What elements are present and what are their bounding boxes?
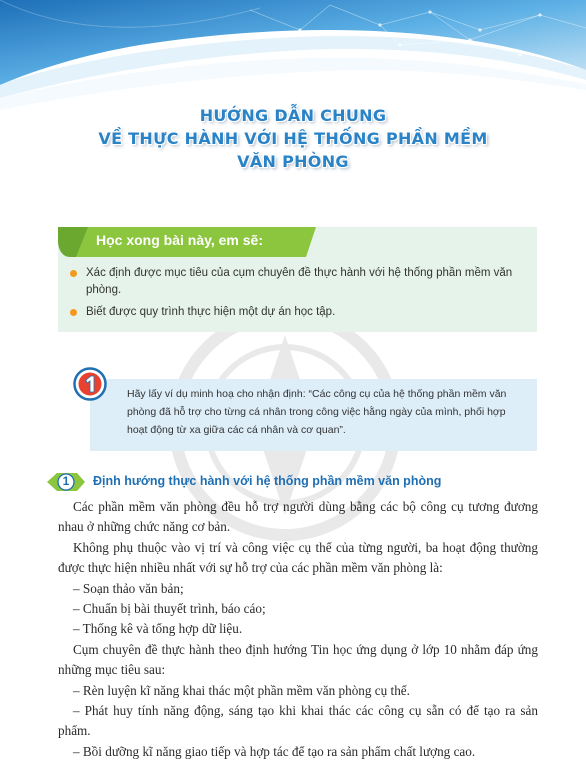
list-item: – Chuẩn bị bài thuyết trình, báo cáo; [73,601,266,617]
section-body [58,497,538,762]
paragraph: Các phần mềm văn phòng đều hỗ trợ người dùng bằng các bộ công cụ tương đương nhau ở những chức năng cơ bản. [58,499,538,535]
objectives-heading: Học xong bài này, em sẽ: [96,232,264,248]
question-text: Hãy lấy ví dụ minh hoạ cho nhận định: “Các công cụ của hệ thống phần mềm văn phòng đã hỗ trợ cho từng cá nhân trong công việc hằng ngày của mình, phối hợp hoạt động từ xa giữa các cá nhân và cơ quan”. [127,388,507,436]
bullet-icon [70,270,77,277]
bullet-icon [70,309,77,316]
list-item [70,265,526,299]
paragraph: Không phụ thuộc vào vị trí và công việc cụ thể của từng người, ba hoạt động thường được thực hiện nhiều nhất với sự hỗ trợ của các phần mềm văn phòng là: [58,539,538,576]
paragraph: Cụm chuyên đề thực hành theo định hướng Tin học ứng dụng ở lớp 10 nhằm đáp ứng những mục tiêu sau: [58,641,538,678]
title-line-1: HƯỚNG DẪN CHUNG [199,106,387,125]
objective-text: Xác định được mục tiêu của cụm chuyên đề thực hành với hệ thống phần mềm văn phòng. [86,267,513,296]
list-item: – Bồi dưỡng kĩ năng giao tiếp và hợp tác để tạo ra sản phẩm chất lượng cao. [73,743,476,759]
lesson-title [0,104,586,173]
objectives-list [70,265,526,326]
title-line-2: VỀ THỰC HÀNH VỚI HỆ THỐNG PHẦN MỀM [98,129,488,148]
section-title: Định hướng thực hành với hệ thống phần mềm văn phòng [93,474,442,488]
list-item [70,304,526,321]
number-1-badge-icon [73,367,107,401]
section-number: 1 [62,474,70,488]
list-item: – Soạn thảo văn bản; [73,580,184,596]
title-line-3: VĂN PHÒNG [237,152,349,171]
list-item: – Rèn luyện kĩ năng khai thác một phần mềm văn phòng cụ thể. [73,682,410,698]
list-item: – Phát huy tính năng động, sáng tạo khi khai thác các công cụ sẵn có để tạo ra sản phẩm. [58,703,538,739]
objective-text: Biết được quy trình thực hiện một dự án học tập. [86,306,336,318]
list-item: – Thống kê và tổng hợp dữ liệu. [73,621,243,637]
